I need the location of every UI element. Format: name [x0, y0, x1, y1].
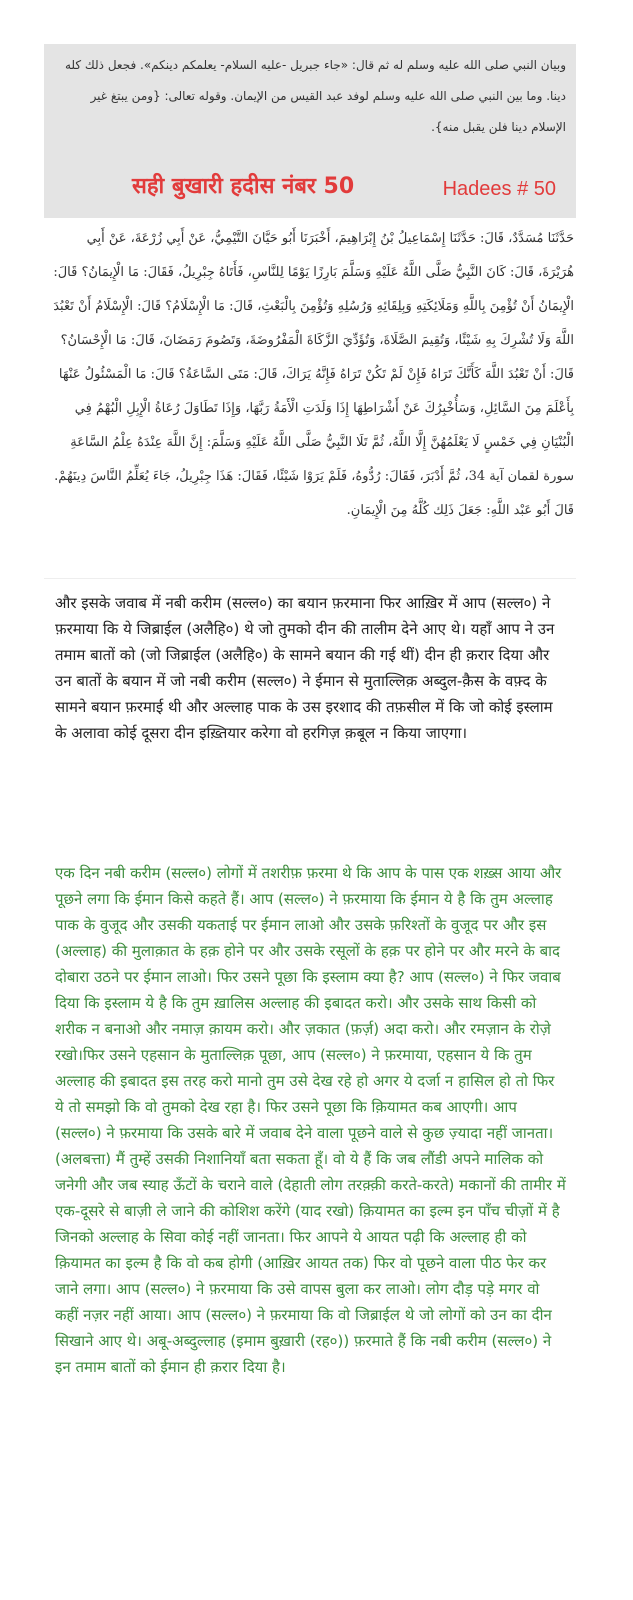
- hindi-hadith-translation: एक दिन नबी करीम (सल्ल०) लोगों में तशरीफ़ फ़रमा थे कि आप के पास एक शख़्स आया और पूछने लगा कि ईमान किसे कहते हैं। आप (सल्ल०) ने फ़रमाया कि ईमान ये है कि तुम अल्लाह पाक के वुजूद और उसकी यकताई पर ईमान लाओ और उसके फ़रिश्तों के वुजूद पर और इस (अल्लाह) की मुलाक़ात के हक़ होने पर और उसके रसूलों के हक़ पर होने पर और मरने के बाद दोबारा उठने पर ईमान लाओ। फिर उसने पूछा कि इस्लाम क्या है? आप (सल्ल०) ने फिर जवाब दिया कि इस्लाम ये है कि तुम ख़ालिस अल्लाह की इबादत करो। और उसके साथ किसी को शरीक न बनाओ और नमाज़ क़ायम करो। और ज़कात (फ़र्ज़) अदा करो। और रमज़ान के रोज़े रखो।फिर उसने एहसान के मुताल्लिक़ पूछा, आप (सल्ल०) ने फ़रमाया, एहसान ये कि तुम अल्लाह की इबादत इस तरह करो मानो तुम उसे देख रहे हो अगर ये दर्जा न हासिल हो तो फिर ये तो समझो कि वो तुमको देख रहा है। फिर उसने पूछा कि क़ियामत कब आएगी। आप (सल्ल०) ने फ़रमाया कि उसके बारे में जवाब देने वाला पूछने वाले से कुछ ज़्यादा नहीं जानता। (अलबत्ता) मैं तुम्हें उसकी निशानियाँ बता सकता हूँ। वो ये हैं कि जब लौंडी अपने मालिक को जनेगी और जब स्याह ऊँटों के चराने वाले (देहाती लोग तरक़्क़ी करते-करते) मकानों की तामीर में एक-दूसरे से बाज़ी ले जाने की कोशिश करेंगे (याद रखो) क़ियामत का इल्म इन पाँच चीज़ों में है जिनको अल्लाह के सिवा कोई नहीं जानता। फिर आपने ये आयत पढ़ी कि अल्लाह ही को क़ियामत का इल्म है कि वो कब होगी (आख़िर आयत तक) फिर वो पूछने वाला पीठ फेर कर जाने लगा। आप (सल्ल०) ने फ़रमाया कि उसे वापस बुला कर लाओ। लोग दौड़ पड़े मगर वो कहीं नज़र नहीं आया। आप (सल्ल०) ने फ़रमाया कि वो जिब्राईल थे जो लोगों को उन का दीन सिखाने आए थे। अबू-अब्दुल्लाह (इमाम बुख़ारी (रह०)) फ़रमाते हैं कि नबी करीम (सल्ल०) ने इन तमाम बातों को ईमान ही क़रार दिया है।: [55, 864, 566, 1376]
- page-title-hindi: सही बुखारी हदीस नंबर 50: [132, 174, 355, 199]
- arabic-hadith-text: حَدَّثَنَا مُسَدَّدٌ، قَالَ: حَدَّثَنَا إِسْمَاعِيلُ بْنُ إِبْرَاهِيمَ، أَخْبَرَنَا أَبُو حَيَّانَ التَّيْمِيُّ، عَنْ أَبِي زُرْعَةَ، عَنْ أَبِي هُرَيْرَةَ، قَالَ: كَانَ النَّبِيُّ صَلَّى اللَّهُ عَلَيْهِ وَسَلَّمَ بَارِزًا يَوْمًا لِلنَّاسِ، فَأَتَاهُ جِبْرِيلُ، فَقَالَ: مَا الْإِيمَانُ؟ قَالَ: الْإِيمَانُ أَنْ تُؤْمِنَ بِاللَّهِ وَمَلَائِكَتِهِ وَبِلِقَائِهِ وَرُسُلِهِ وَتُؤْمِنَ بِالْبَعْثِ، قَالَ: مَا الْإِسْلَامُ؟ قَالَ: الْإِسْلَامُ أَنْ تَعْبُدَ اللَّهَ وَلَا تُشْرِكَ بِهِ شَيْئًا، وَتُقِيمَ الصَّلَاةَ، وَتُؤَدِّيَ الزَّكَاةَ الْمَفْرُوضَةَ، وَتَصُومَ رَمَضَانَ، قَالَ: مَا الْإِحْسَانُ؟ قَالَ: أَنْ تَعْبُدَ اللَّهَ كَأَنَّكَ تَرَاهُ فَإِنْ لَمْ تَكُنْ تَرَاهُ فَإِنَّهُ يَرَاكَ، قَالَ: مَتَى السَّاعَةُ؟ قَالَ: مَا الْمَسْئُولُ عَنْهَا بِأَعْلَمَ مِنَ السَّائِلِ، وَسَأُخْبِرُكَ عَنْ أَشْرَاطِهَا إِذَا وَلَدَتِ الْأَمَةُ رَبَّهَا، وَإِذَا تَطَاوَلَ رُعَاةُ الْإِبِلِ الْبُهْمُ فِي الْبُنْيَانِ فِي خَمْسٍ لَا يَعْلَمُهُنَّ إِلَّا اللَّهُ، ثُمَّ تَلَا النَّبِيُّ صَلَّى اللَّهُ عَلَيْهِ وَسَلَّمَ: إِنَّ اللَّهَ عِنْدَهُ عِلْمُ السَّاعَةِ سورة لقمان آية 34، ثُمَّ أَدْبَرَ، فَقَالَ: رُدُّوهُ، فَلَمْ يَرَوْا شَيْئًا، فَقَالَ: هَذَا جِبْرِيلُ، جَاءَ يُعَلِّمُ النَّاسَ دِينَهُمْ. قَالَ أَبُو عَبْد اللَّهِ: جَعَلَ ذَلِك كُلَّهُ مِنَ الْإِيمَانِ.: [53, 231, 574, 518]
- title-row: [44, 170, 576, 210]
- header-box: [44, 44, 576, 218]
- section-divider: [44, 578, 576, 579]
- hindi-translation-intro: और इसके जवाब में नबी करीम (सल्ल०) का बयान फ़रमाना फिर आख़िर में आप (सल्ल०) ने फ़रमाया कि ये जिब्राईल (अलैहि०) थे जो तुमको दीन की तालीम देने आए थे। यहाँ आप ने उन तमाम बातों को (जो जिब्राईल (अलैहि०) के सामने बयान की गई थीं) दीन ही क़रार दिया और उन बातों के बयान में जो नबी करीम (सल्ल०) ने ईमान से मुताल्लिक़ अब्दुल-क़ैस के वफ़्द के सामने बयान फ़रमाई थी और अल्लाह पाक के उस इरशाद की तफ़सील में कि जो कोई इस्लाम के अलावा कोई दूसरा दीन इख़्तियार करेगा वो हरगिज़ क़बूल न किया जाएगा।: [55, 594, 555, 742]
- page-title-english: Hadees # 50: [442, 178, 556, 200]
- arabic-intro-text: وبيان النبي صلى الله عليه وسلم له ثم قال: «جاء جبريل -عليه السلام- يعلمكم دينكم». فجعل ذلك كله دينا. وما بين النبي صلى الله عليه وسلم لوفد عبد القيس من الإيمان. وقوله تعالى: {ومن يبتغ غير الإسلام دينا فلن يقبل منه}.: [64, 58, 566, 134]
